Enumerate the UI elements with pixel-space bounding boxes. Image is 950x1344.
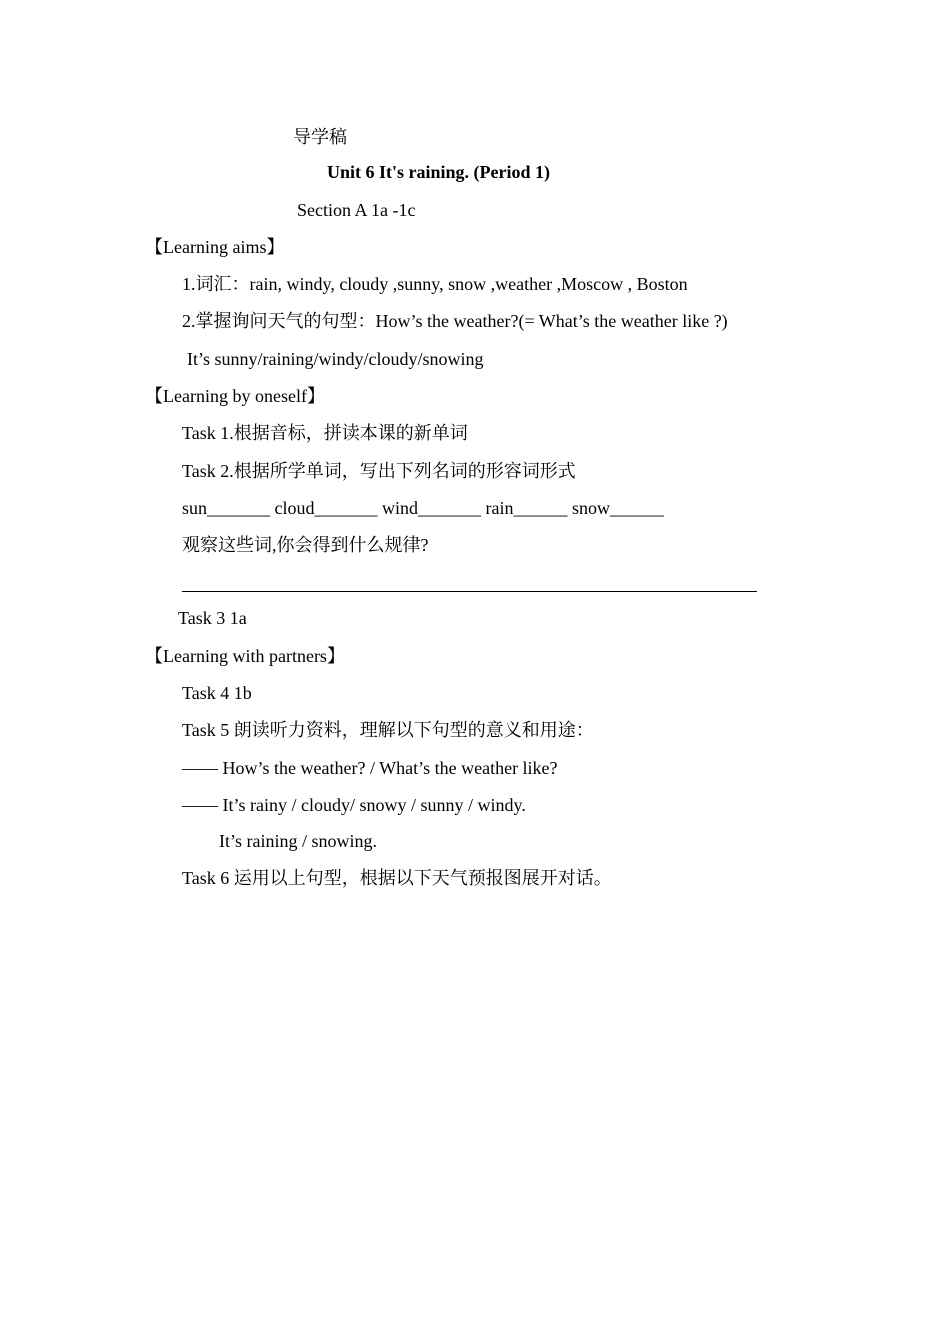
question-pattern-line: —— How’s the weather? / What’s the weather like?: [182, 758, 558, 778]
section-label: Section A 1a -1c: [297, 200, 416, 220]
task4-line: Task 4 1b: [182, 683, 252, 703]
answer-pattern-line-2: It’s raining / snowing.: [219, 831, 377, 851]
page-title: Unit 6 It's raining. (Period 1): [327, 162, 550, 182]
learning-by-oneself-heading: 【Learning by oneself】: [145, 386, 325, 406]
learning-with-partners-heading: 【Learning with partners】: [145, 646, 345, 666]
task3-line: Task 3 1a: [178, 608, 247, 628]
blanks-line: sun_______ cloud_______ wind_______ rain______ snow______: [182, 498, 664, 518]
question-line: 观察这些词,你会得到什么规律?: [182, 535, 429, 555]
task5-line: Task 5 朗读听力资料，理解以下句型的意义和用途：: [182, 720, 594, 740]
answer-pattern-line: It’s sunny/raining/windy/cloudy/snowing: [187, 349, 484, 369]
pattern-line: 2.掌握询问天气的句型：How’s the weather?(= What’s the weather like ?): [182, 311, 728, 331]
task2-line: Task 2.根据所学单词，写出下列名词的形容词形式: [182, 461, 576, 481]
task1-line: Task 1.根据音标，拼读本课的新单词: [182, 423, 468, 443]
vocab-line: 1.词汇：rain, windy, cloudy ,sunny, snow ,weather ,Moscow , Boston: [182, 274, 688, 294]
answer-rule: [182, 591, 757, 592]
answer-pattern-line-1: —— It’s rainy / cloudy/ snowy / sunny / windy.: [182, 795, 526, 815]
task6-line: Task 6 运用以上句型，根据以下天气预报图展开对话。: [182, 868, 612, 888]
learning-aims-heading: 【Learning aims】: [145, 237, 285, 257]
doc-type-label: 导学稿: [293, 127, 347, 147]
